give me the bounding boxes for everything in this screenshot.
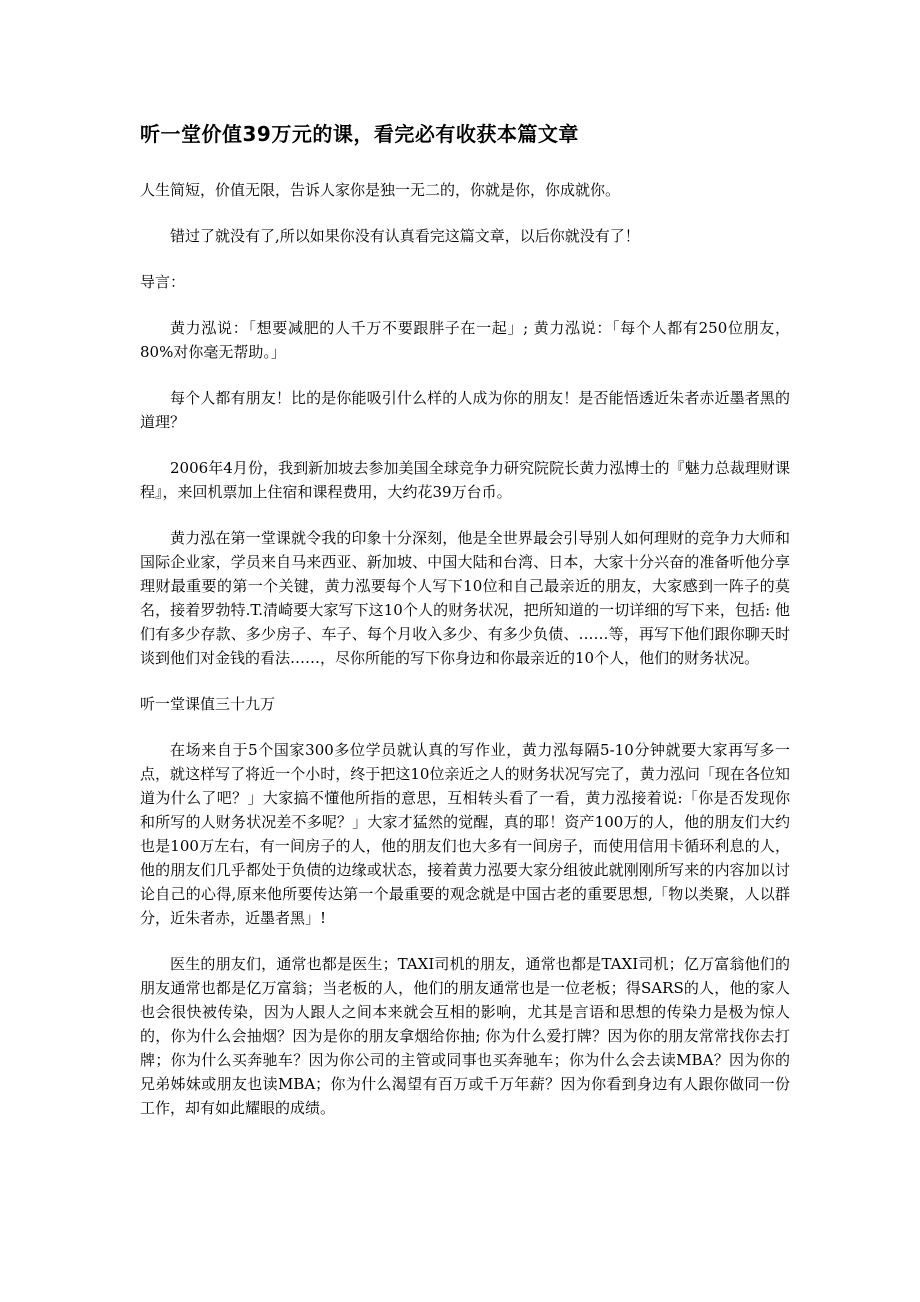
friends-paragraph: 每个人都有朋友！比的是你能吸引什么样的人成为你的朋友！是否能悟透近朱者赤近墨者黑的道理？ — [140, 389, 790, 431]
course-paragraph: 2006年4月份，我到新加坡去参加美国全球竞争力研究院院长黄力泓博士的『魅力总裁理财课程』，来回机票加上住宿和课程费用，大约花39万台币。 — [140, 459, 790, 501]
exercise-paragraph: 在场来自于5个国家300多位学员就认真的写作业，黄力泓每隔5-10分钟就要大家再写多一点，就这样写了将近一个小时，终于把这10位亲近之人的财务状况写完了，黄力泓问「现在各位知道为什么了吧？」大家搞不懂他所指的意思，互相转头看了一看，黄力泓接着说:「你是否发现你和所写的人财务状况差不多呢？」大家才猛然的觉醒，真的耶！资产100万的人，他的朋友们大约也是100万左右，有一间房子的人，他的朋友们也大多有一间房子，而使用信用卡循环利息的人，他的朋友们几乎都处于负债的边缘或状态，接着黄力泓要大家分组彼此就刚刚所写来的内容加以讨论自己的心得,原来他所要传达第一个最重要的观念就是中国古老的重要思想,「物以类聚，人以群分，近朱者赤，近墨者黑」! — [140, 741, 790, 927]
article-body — [140, 118, 790, 1142]
section-heading: 听一堂课值三十九万 — [140, 695, 276, 713]
preface-label: 导言： — [140, 273, 186, 291]
influence-paragraph: 医生的朋友们，通常也都是医生；TAXI司机的朋友，通常也都是TAXI司机；亿万富翁他们的朋友通常也都是亿万富翁；当老板的人，他们的朋友通常也是一位老板；得SARS的人，他的家人也会很快被传染，因为人跟人之间本来就会互相的影响，尤其是言语和思想的传染力是极为惊人的，你为什么会抽烟？因为是你的朋友拿烟给你抽; 你为什么爱打牌？因为你的朋友常常找你去打牌；你为什么买奔驰车？因为你公司的主管或同事也买奔驰车；你为什么会去读MBA？因为你的兄弟姊妹或朋友也读MBA；你为什么渴望有百万或千万年薪？因为你看到身边有人跟你做同一份工作，却有如此耀眼的成绩。 — [140, 955, 790, 1117]
first-lesson-paragraph: 黄力泓在第一堂课就令我的印象十分深刻，他是全世界最会引导别人如何理财的竞争力大师和国际企业家，学员来自马来西亚、新加坡、中国大陆和台湾、日本，大家十分兴奋的准备听他分享理财最重要的第一个关键，黄力泓要每个人写下10位和自己最亲近的朋友，大家感到一阵子的莫名，接着罗勃特.T.清崎要大家写下这10个人的财务状况，把所知道的一切详细的写下来，包括: 他们有多少存款、多少房子、车子、每个月收入多少、有多少负债、……等，再写下他们跟你聊天时谈到他们对金钱的看法……，尽你所能的写下你身边和你最亲近的10个人，他们的财务状况。 — [140, 529, 790, 667]
article-title: 听一堂价值39万元的课，看完必有收获本篇文章 — [140, 122, 579, 146]
warning-paragraph: 错过了就没有了,所以如果你没有认真看完这篇文章，以后你就没有了！ — [170, 227, 640, 245]
quote-paragraph: 黄力泓说：「想要减肥的人千万不要跟胖子在一起」; 黄力泓说：「每个人都有250位朋友，80%对你毫无帮助。」 — [140, 319, 790, 361]
intro-paragraph: 人生简短，价值无限，告诉人家你是独一无二的，你就是你，你成就你。 — [140, 181, 621, 199]
